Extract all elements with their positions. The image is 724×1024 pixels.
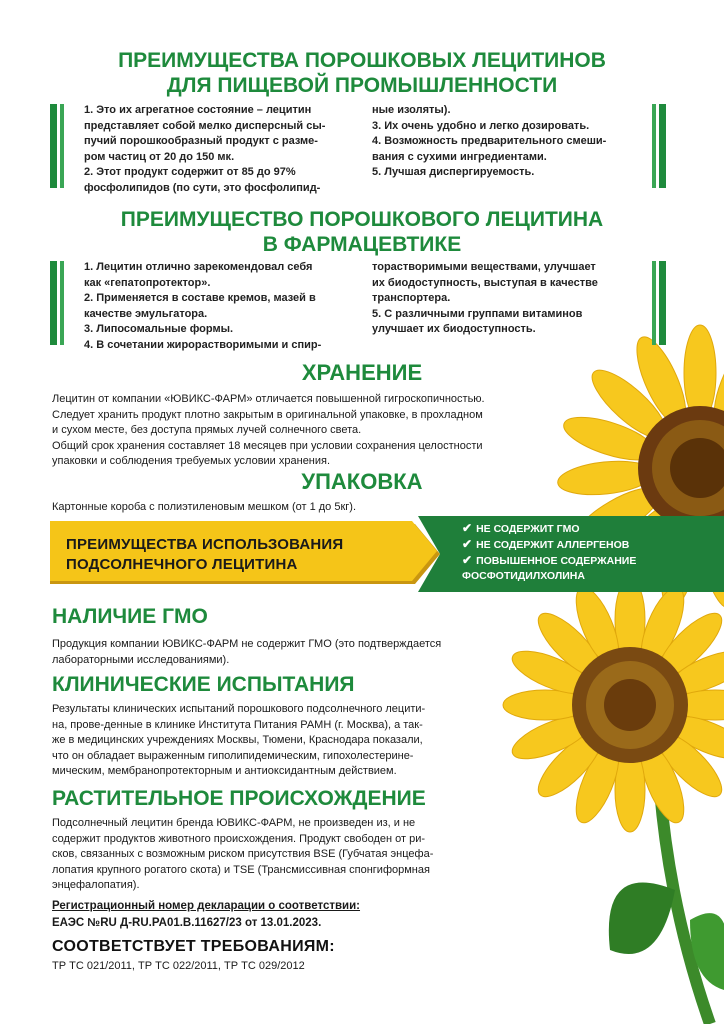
text-line: Результаты клинических испытаний порошкового подсолнечного лецити- — [52, 703, 426, 715]
text-line: 4. Возможность предварительного смеши- — [372, 135, 607, 147]
text-line: 3. Их очень удобно и легко дозировать. — [372, 119, 590, 132]
storage-title: ХРАНЕНИЕ — [301, 360, 423, 385]
check-item-no-allergens — [462, 537, 636, 553]
check-item-phosphatidylcholine-cont: ФОСФОТИДИЛХОЛИНА — [462, 570, 585, 582]
section2-title-line-2: В ФАРМАЦЕВТИКЕ — [262, 233, 462, 256]
text-line: 3. Липосомальные формы. — [84, 323, 234, 335]
section1-left-bar-light — [60, 104, 64, 188]
text-line: качестве эмульгатора. — [84, 307, 208, 320]
checkmark-icon: ✔ — [462, 553, 473, 567]
section2-right-bar-dark — [659, 261, 666, 345]
check-item-label: НЕ СОДЕРЖИТ АЛЛЕРГЕНОВ — [476, 539, 630, 551]
text-line: Картонные короба с полиэтиленовым мешком (от 1 до 5кг). — [52, 501, 357, 513]
gmo-title: НАЛИЧИЕ ГМО — [52, 605, 208, 628]
text-line: мическим, мембранопротекторным и антиоксидантным действием. — [52, 765, 397, 777]
text-line: ром частиц от 20 до 150 мк. — [84, 150, 235, 163]
text-line: 2. Этот продукт содержит от 85 до 97% — [84, 166, 296, 178]
text-line: упаковки и соблюдения требуемых условии хранения. — [52, 455, 331, 467]
compliance-text: ТР ТС 021/2011, ТР ТС 022/2011, ТР ТС 029/2012 — [52, 960, 305, 972]
registration-number: ЕАЭС №RU Д-RU.PA01.B.11627/23 от 13.01.2023. — [52, 917, 322, 929]
text-line: Подсолнечный лецитин бренда ЮВИКС-ФАРМ, не произведен из, и не — [52, 817, 416, 829]
banner-title — [66, 535, 343, 575]
section2-title — [0, 207, 724, 257]
storage-text — [52, 392, 485, 470]
section1-right-bar-light — [652, 104, 656, 188]
text-line: что он обладает выраженным гиполипидемическим, гипохолестерине- — [52, 749, 414, 762]
check-item-label: ПОВЫШЕННОЕ СОДЕРЖАНИЕ — [476, 555, 637, 567]
text-line: же в медицинских учреждениях Москвы, Тюмени, Краснодара показали, — [52, 734, 423, 746]
text-line: сков, связанных с возможным риском присутствия BSE (Губчатая энцефа- — [52, 848, 434, 860]
section1-title-line-2: ДЛЯ ПИЩЕВОЙ ПРОМЫШЛЕННОСТИ — [166, 74, 558, 97]
text-line: транспортера. — [372, 292, 451, 304]
packaging-title: УПАКОВКА — [301, 469, 423, 494]
section1-right-column — [372, 103, 647, 181]
section2-left-bar-light — [60, 261, 64, 345]
text-line: Лецитин от компании «ЮВИКС-ФАРМ» отличается повышенной гигроскопичностью. — [52, 393, 485, 405]
text-line: пучий порошкообразный продукт с разме- — [84, 135, 318, 147]
check-item-no-gmo — [462, 521, 636, 537]
text-line: представляет собой мелко дисперсный сы- — [84, 119, 326, 132]
check-item-label: НЕ СОДЕРЖИТ ГМО — [476, 523, 580, 535]
packaging-text — [52, 500, 356, 516]
section1-right-bar-dark — [659, 104, 666, 188]
sunflower-bottom-illustration — [460, 590, 724, 1024]
text-line: фосфолипидов (по сути, это фосфолипид- — [84, 181, 321, 194]
gmo-text — [52, 637, 441, 668]
section2-left-bar-dark — [50, 261, 57, 345]
text-line: вания с сухими ингредиентами. — [372, 150, 547, 163]
text-line: Продукция компании ЮВИКС-ФАРМ не содержит ГМО (это подтверждается — [52, 638, 442, 650]
text-line: 4. В сочетании жирорастворимыми и спир- — [84, 338, 322, 351]
banner-title-line-2: ПОДСОЛНЕЧНОГО ЛЕЦИТИНА — [66, 556, 298, 573]
section2-title-line-1: ПРЕИМУЩЕСТВО ПОРОШКОВОГО ЛЕЦИТИНА — [120, 208, 604, 231]
text-line: и сухом месте, без доступа прямых лучей солнечного света. — [52, 424, 362, 436]
text-line: их биодоступность, выступая в качестве — [372, 276, 598, 289]
origin-title: РАСТИТЕЛЬНОЕ ПРОИСХОЖДЕНИЕ — [52, 787, 426, 810]
checkmark-icon: ✔ — [462, 521, 473, 535]
section2-right-column — [372, 260, 647, 338]
registration-label: Регистрационный номер декларации о соответствии: — [52, 900, 361, 912]
banner-title-line-1: ПРЕИМУЩЕСТВА ИСПОЛЬЗОВАНИЯ — [66, 536, 344, 553]
section1-title — [0, 48, 724, 98]
text-line: 1. Это их агрегатное состояние – лецитин — [84, 104, 312, 116]
section1-left-column — [84, 103, 364, 196]
section2-right-bar-light — [652, 261, 656, 345]
clinical-title: КЛИНИЧЕСКИЕ ИСПЫТАНИЯ — [52, 673, 355, 696]
text-line: на, прове-денные в клинике Института Питания РАМН (г. Москва), а так- — [52, 718, 423, 731]
text-line: 2. Применяется в составе кремов, мазей в — [84, 292, 316, 304]
check-item-phosphatidylcholine — [462, 553, 636, 569]
text-line: Общий срок хранения составляет 18 месяцев при условии сохранения целостности — [52, 439, 483, 452]
text-line: лабораторными исследованиями). — [52, 653, 230, 666]
text-line: торастворимыми веществами, улучшает — [372, 261, 596, 273]
section1-title-line-1: ПРЕИМУЩЕСТВА ПОРОШКОВЫХ ЛЕЦИТИНОВ — [118, 49, 606, 72]
checkmark-icon: ✔ — [462, 537, 473, 551]
origin-text — [52, 816, 433, 894]
section1-left-bar-dark — [50, 104, 57, 188]
text-line: как «гепатопротектор». — [84, 276, 211, 289]
text-line: содержит продуктов животного происхождения. Продукт свободен от ри- — [52, 832, 426, 845]
text-line: 5. Лучшая диспергируемость. — [372, 166, 535, 178]
text-line: улучшает их биодоступность. — [372, 323, 536, 335]
text-line: лопатия крупного рогатого скота) и TSE (Трансмиссивная спонгиформная — [52, 863, 430, 876]
text-line: Следует хранить продукт плотно закрытым в оригинальной упаковке, в прохладном — [52, 408, 483, 421]
compliance-title: СООТВЕТСТВУЕТ ТРЕБОВАНИЯМ: — [52, 938, 335, 955]
text-line: 1. Лецитин отлично зарекомендовал себя — [84, 261, 313, 273]
section2-left-column — [84, 260, 364, 353]
text-line: ные изоляты). — [372, 104, 451, 116]
banner-checklist — [462, 521, 636, 584]
text-line: 5. С различными группами витаминов — [372, 307, 583, 320]
clinical-text — [52, 702, 425, 780]
text-line: энцефалопатия). — [52, 879, 140, 891]
